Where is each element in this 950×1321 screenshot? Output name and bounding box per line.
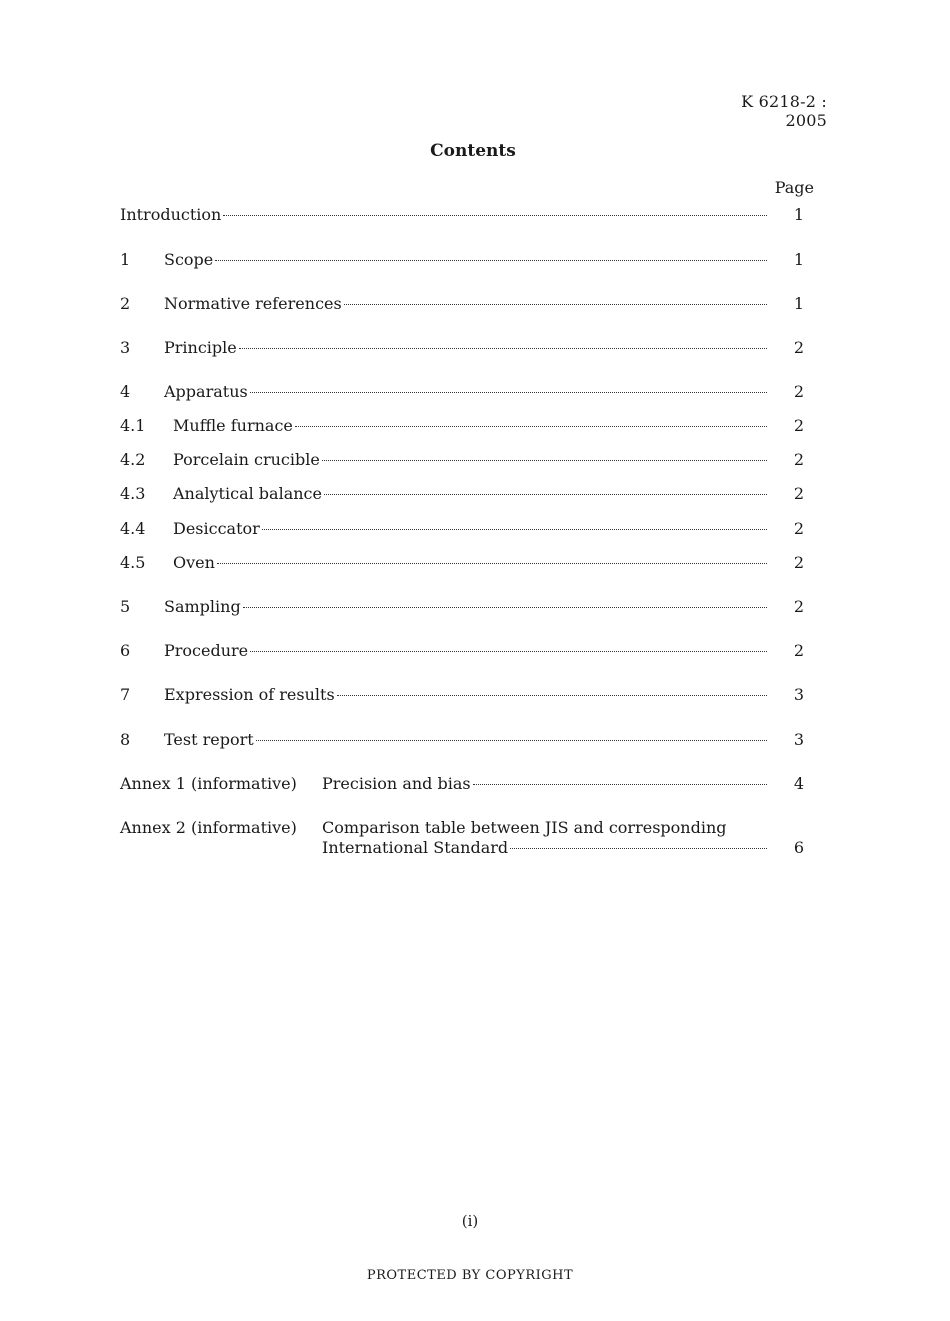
toc-page-number: 3 <box>793 685 804 704</box>
toc-label: Normative references <box>164 294 342 313</box>
toc-entry-annex-2-continuation[interactable] <box>0 838 950 858</box>
toc-label: Procedure <box>164 641 249 660</box>
dot-leader <box>295 426 767 427</box>
toc-section-number: 4.4 <box>120 519 146 538</box>
document-number: K 6218-2 : 2005 <box>741 92 827 130</box>
toc-text <box>164 597 767 617</box>
dot-leader <box>243 607 767 608</box>
toc-text <box>322 838 767 858</box>
toc-page-number: 1 <box>793 205 804 224</box>
toc-entry-procedure[interactable] <box>0 641 950 661</box>
toc-label: Scope <box>164 250 214 269</box>
toc-page-number: 3 <box>793 730 804 749</box>
toc-section-number: 1 <box>120 250 131 269</box>
contents-title: Contents <box>430 141 516 161</box>
dot-leader <box>262 529 767 530</box>
roman-page-number: (i) <box>461 1212 479 1230</box>
toc-label: International Standard <box>322 838 509 857</box>
toc-section-number: 2 <box>120 294 131 313</box>
toc-section-number: 5 <box>120 597 131 616</box>
toc-entry-test-report[interactable] <box>0 730 950 750</box>
toc-label: Test report <box>164 730 254 749</box>
toc-entry-muffle-furnace[interactable] <box>0 416 950 436</box>
dot-leader <box>344 304 767 305</box>
toc-section-number: 4.1 <box>120 416 146 435</box>
toc-entry-desiccator[interactable] <box>0 519 950 539</box>
toc-section-number: 3 <box>120 338 131 357</box>
dot-leader <box>223 215 767 216</box>
toc-page-number: 2 <box>793 484 804 503</box>
annex-title-first-line: Comparison table between JIS and corresponding <box>322 818 727 837</box>
dot-leader <box>217 563 767 564</box>
dot-leader <box>322 460 767 461</box>
toc-text <box>173 519 767 539</box>
toc-text <box>173 416 767 436</box>
toc-entry-analytical-balance[interactable] <box>0 484 950 504</box>
annex-type-label: Annex 2 (informative) <box>120 818 297 837</box>
toc-label: Muffle furnace <box>173 416 293 435</box>
toc-text <box>164 250 767 270</box>
toc-label: Introduction <box>120 205 222 224</box>
toc-entry-introduction[interactable] <box>0 205 950 225</box>
dot-leader <box>250 651 767 652</box>
toc-text <box>322 774 767 794</box>
toc-page-number: 2 <box>793 553 804 572</box>
toc-text <box>173 450 767 470</box>
toc-entry-porcelain-crucible[interactable] <box>0 450 950 470</box>
toc-text <box>164 294 767 314</box>
toc-text <box>120 205 767 225</box>
toc-label: Oven <box>173 553 215 572</box>
toc-page-number: 6 <box>793 838 804 857</box>
toc-section-number: 4.2 <box>120 450 146 469</box>
toc-page-number: 2 <box>793 450 804 469</box>
toc-label: Precision and bias <box>322 774 471 793</box>
toc-text <box>164 685 767 705</box>
toc-entry-principle[interactable] <box>0 338 950 358</box>
toc-text <box>164 730 767 750</box>
toc-text <box>173 553 767 573</box>
toc-page-number: 2 <box>793 519 804 538</box>
toc-section-number: 6 <box>120 641 131 660</box>
toc-label: Principle <box>164 338 237 357</box>
toc-section-number: 4 <box>120 382 131 401</box>
toc-page-number: 2 <box>793 597 804 616</box>
toc-page-number: 2 <box>793 382 804 401</box>
toc-page-number: 1 <box>793 250 804 269</box>
toc-page-number: 2 <box>793 416 804 435</box>
toc-page-number: 4 <box>793 774 804 793</box>
toc-page-number: 2 <box>793 641 804 660</box>
dot-leader <box>250 392 767 393</box>
toc-text <box>164 338 767 358</box>
toc-section-number: 8 <box>120 730 131 749</box>
toc-label: Sampling <box>164 597 241 616</box>
toc-text <box>173 484 767 504</box>
toc-entry-scope[interactable] <box>0 250 950 270</box>
page-column-header: Page <box>774 178 814 197</box>
toc-label: Porcelain crucible <box>173 450 320 469</box>
toc-page-number: 1 <box>793 294 804 313</box>
toc-entry-normative-references[interactable] <box>0 294 950 314</box>
toc-section-number: 7 <box>120 685 131 704</box>
toc-entry-annex-2[interactable] <box>0 818 950 838</box>
dot-leader <box>256 740 767 741</box>
toc-text <box>164 382 767 402</box>
toc-section-number: 4.3 <box>120 484 146 503</box>
copyright-notice: PROTECTED BY COPYRIGHT <box>366 1268 574 1283</box>
toc-section-number: 4.5 <box>120 553 146 572</box>
toc-entry-oven[interactable] <box>0 553 950 573</box>
toc-label: Apparatus <box>164 382 248 401</box>
toc-label: Desiccator <box>173 519 260 538</box>
toc-label: Analytical balance <box>173 484 322 503</box>
toc-entry-expression-of-results[interactable] <box>0 685 950 705</box>
dot-leader <box>473 784 767 785</box>
toc-entry-annex-1[interactable] <box>0 774 950 794</box>
toc-label: Expression of results <box>164 685 335 704</box>
toc-entry-sampling[interactable] <box>0 597 950 617</box>
dot-leader <box>337 695 767 696</box>
dot-leader <box>324 494 767 495</box>
toc-page-number: 2 <box>793 338 804 357</box>
dot-leader <box>510 848 767 849</box>
annex-type-label: Annex 1 (informative) <box>120 774 297 793</box>
dot-leader <box>239 348 767 349</box>
dot-leader <box>215 260 767 261</box>
toc-text <box>164 641 767 661</box>
toc-entry-apparatus[interactable] <box>0 382 950 402</box>
